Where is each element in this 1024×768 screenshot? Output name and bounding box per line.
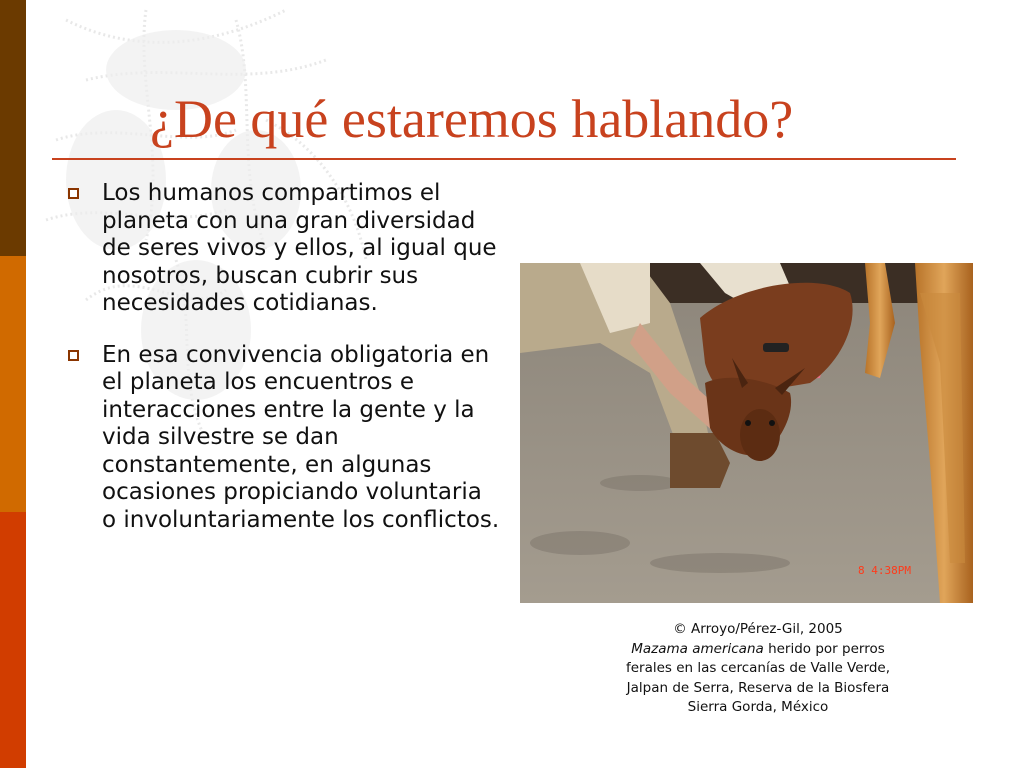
bullet-item (60, 180, 500, 318)
bullet-text: Los humanos compartimos el planeta con una gran diversidad de seres vivos y ellos, al igual que nosotros, buscan cubrir sus necesidades cotidianas. (102, 180, 497, 316)
square-bullet-icon (68, 350, 79, 361)
side-stripe-middle (0, 256, 26, 512)
bullet-text: En esa convivencia obligatoria en el planeta los encuentros e interacciones entre la gente y la vida silvestre se dan constantemente, en algunas ocasiones propiciando voluntaria o involuntariamente los conflictos. (102, 341, 500, 533)
slide-title: ¿De qué estaremos hablando? (150, 89, 794, 149)
caption-species: Mazama americana (631, 640, 764, 657)
caption-line-2: ferales en las cercanías de Valle Verde, (625, 660, 891, 676)
caption-line-4: Sierra Gorda, México (687, 699, 829, 715)
bullet-list (60, 180, 500, 558)
deer-photo (520, 263, 973, 603)
title-underline (52, 158, 956, 160)
photo-caption (600, 620, 916, 718)
side-stripe-bottom (0, 512, 26, 768)
bullet-item (60, 342, 500, 535)
side-stripe-top (0, 0, 26, 256)
square-bullet-icon (68, 188, 79, 199)
caption-credit: © Arroyo/Pérez-Gil, 2005 (673, 621, 843, 637)
caption-line-3: Jalpan de Serra, Reserva de la Biosfera (626, 679, 890, 696)
photo-timestamp: 8 4:38PM (858, 564, 911, 577)
caption-line-1 (600, 640, 916, 660)
caption-description: herido por perros (763, 640, 885, 657)
